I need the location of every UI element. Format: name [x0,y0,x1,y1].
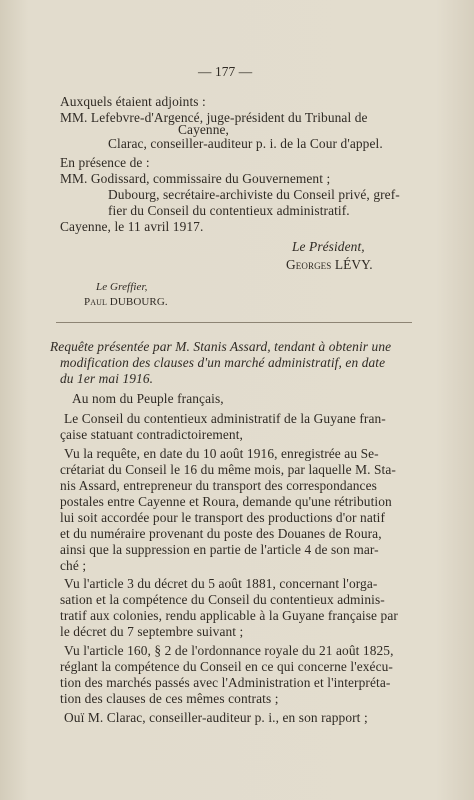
dubourg-line: Dubourg, secrétaire-archiviste du Conseil privé, gref- [108,187,400,202]
requete-line-2: crétariat du Conseil le 16 du même mois, par laquelle M. Sta- [60,462,396,477]
decret-line-2: sation et la compétence du Conseil du contentieux adminis- [60,592,385,607]
cayenne-line: Cayenne, [178,122,229,137]
requete-line-4: postales entre Cayenne et Roura, demande qu'une rétribution [60,494,392,509]
decret-line-3: tratif aux colonies, rendu applicable à la Guyane française par [60,608,398,623]
requete-line-5: lui soit accordée pour le transport des productions d'or natif [60,510,386,525]
greffier-label: Le Greffier, [96,281,148,293]
decret-line-4: le décret du 7 septembre suivant ; [60,624,244,639]
greffier-conseil-line: fier du Conseil du contentieux administratif. [108,203,350,218]
requete-line-6: et du numéraire provenant du poste des Douanes de Roura, [60,526,382,541]
president-label: Le Président, [292,239,365,254]
adjoints-line: Auxquels étaient adjoints : [60,94,206,109]
requete-heading-3: du 1er mai 1916. [60,371,154,386]
ordonnance-line-4: tion des clauses de ces mêmes contrats ; [60,691,279,706]
requete-heading-2: modification des clauses d'un marché administratif, en date [60,355,386,370]
greffier-name: Paul DUBOURG. [84,296,168,308]
president-name: Georges LÉVY. [286,257,373,272]
decret-line-1: Vu l'article 3 du décret du 5 août 1881, concernant l'orga- [64,576,378,591]
presence-line: En présence de : [60,155,150,170]
oui-line: Ouï M. Clarac, conseiller-auditeur p. i., en son rapport ; [64,710,368,725]
requete-line-3: nis Assard, entrepreneur du transport des correspondances [60,478,377,493]
ordonnance-line-3: tion des marchés passés avec l'Administration et l'interpréta- [60,675,391,690]
requete-line-7: ainsi que la suppression en partie de l'article 4 de son mar- [60,542,379,557]
peuple-line: Au nom du Peuple français, [72,391,224,406]
conseil-line-2: çaise statuant contradictoirement, [60,427,243,442]
page-number: — 177 — [198,64,253,79]
section-divider [56,322,412,323]
clarac-line: Clarac, conseiller-auditeur p. i. de la Cour d'appel. [108,136,383,151]
conseil-line-1: Le Conseil du contentieux administratif de la Guyane fran- [64,411,386,426]
godissard-line: MM. Godissard, commissaire du Gouvernement ; [60,171,331,186]
ordonnance-line-1: Vu l'article 160, § 2 de l'ordonnance royale du 21 août 1825, [64,643,394,658]
requete-line-8: ché ; [60,558,87,573]
date-line: Cayenne, le 11 avril 1917. [60,219,204,234]
ordonnance-line-2: réglant la compétence du Conseil en ce qui concerne l'exécu- [60,659,393,674]
requete-line-1: Vu la requête, en date du 10 août 1916, enregistrée au Se- [64,446,379,461]
requete-heading-1: Requête présentée par M. Stanis Assard, tendant à obtenir une [50,339,392,354]
lefebvre-line: MM. Lefebvre-d'Argencé, juge-président du Tribunal de [60,110,368,125]
